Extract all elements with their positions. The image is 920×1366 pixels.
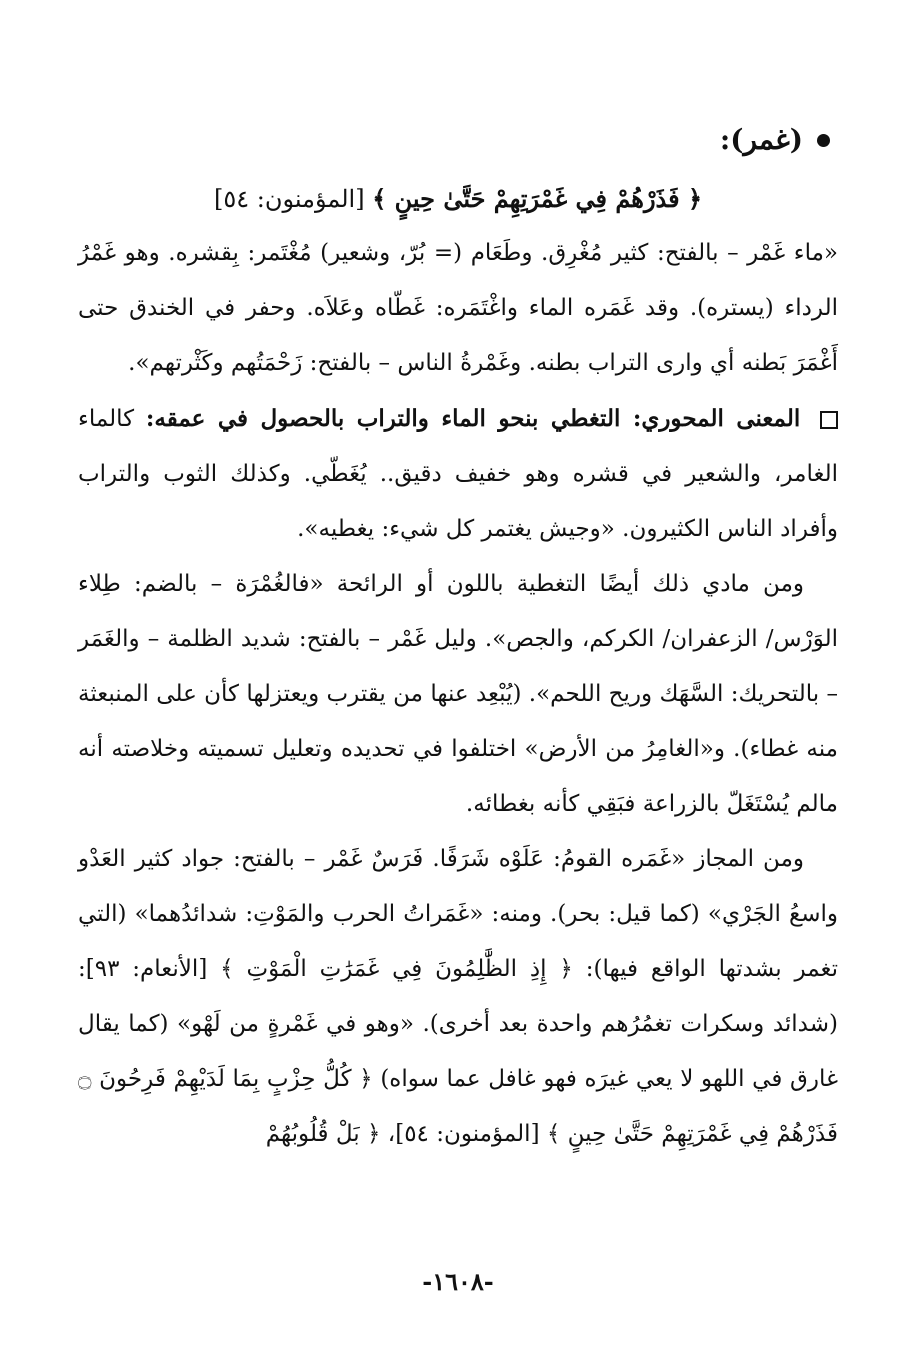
core-meaning-label: المعنى المحوري: التغطي بنحو الماء والتراب بالحصول في عمقه: [145, 405, 801, 432]
quran-verse [78, 174, 838, 224]
verse-reference: [المؤمنون: ٥٤] [213, 185, 365, 213]
square-marker-icon [820, 411, 838, 429]
bullet-icon [817, 134, 830, 147]
entry-title: (غمر): [719, 123, 803, 156]
document-page [78, 112, 838, 1296]
verse-text: ﴿ فَذَرْهُمْ فِي غَمْرَتِهِمْ حَتَّىٰ حِينٍ ﴾ [372, 184, 703, 213]
core-meaning-paragraph [78, 391, 838, 557]
figurative-meaning-paragraph: ومن المجاز «غَمَره القومُ: عَلَوْه شَرَفًا. فَرَسٌ غَمْر – بالفتح: جواد كثير العَدْو واسعُ الجَرْي» (كما قيل: بحر). ومنه: «غَمَراتُ الحرب والمَوْتِ: شدائدُهما» (التي تغمر بشدتها الواقع فيها): ﴿ إِذِ الظَّٰلِمُونَ فِي غَمَرَٰتِ الْمَوْتِ ﴾ [الأنعام: ٩٣]: (شدائد وسكرات تغمُرُهم واحدة بعد أخرى). «وهو في غَمْرةٍ من لَهْو» (كما يقال غارق في اللهو لا يعي غيرَه فهو غافل عما سواه) ﴿ كُلُّ حِزْبٍ بِمَا لَدَيْهِمْ فَرِحُونَ ۝ فَذَرْهُمْ فِي غَمْرَتِهِمْ حَتَّىٰ حِينٍ ﴾ [المؤمنون: ٥٤]، ﴿ بَلْ قُلُوبُهُمْ [78, 846, 838, 1147]
page-number: -١٦٠٨- [422, 1267, 494, 1296]
material-meaning-paragraph: ومن مادي ذلك أيضًا التغطية باللون أو الرائحة «فالغُمْرَة – بالضم: طِلاء الوَرْس/ الزعفران/ الكركم، والجص». وليل غَمْر – بالفتح: شديد الظلمة – والغَمَر – بالتحريك: السَّهَك وريح اللحم». (يُبْعِد عنها من يقترب ويعتزلها كأن على المنبعثة منه غطاء). و«الغامِرُ من الأرض» اختلفوا في تحديده وتعليل تسميته وخلاصته أنه مالم يُسْتَغَلّ بالزراعة فبَقِي كأنه بغطائه. [78, 571, 838, 817]
entry-heading [78, 112, 830, 168]
core-meaning-text: كالماء الغامر، والشعير في قشره وهو خفيف دقيق.. يُغَطّي. وكذلك الثوب والتراب وأفراد الناس الكثيرون. «وجيش يغتمر كل شيء: يغطيه». [78, 406, 838, 542]
lexicon-quote-paragraph: «ماء غَمْر – بالفتح: كثير مُغْرِق. وطَعَام (= بُرّ، وشعير) مُغْتَمر: بِقشره. وهو غَمْرُ الرداء (يستره). وقد غَمَره الماء واغْتَمَره: غَطّاه وعَلاَه. وحفر في الخندق حتى أَغْمَرَ بَطنه أي وارى التراب بطنه. وغَمْرةُ الناس – بالفتح: زَحْمَتُهم وكَثْرتهم». [78, 240, 838, 376]
